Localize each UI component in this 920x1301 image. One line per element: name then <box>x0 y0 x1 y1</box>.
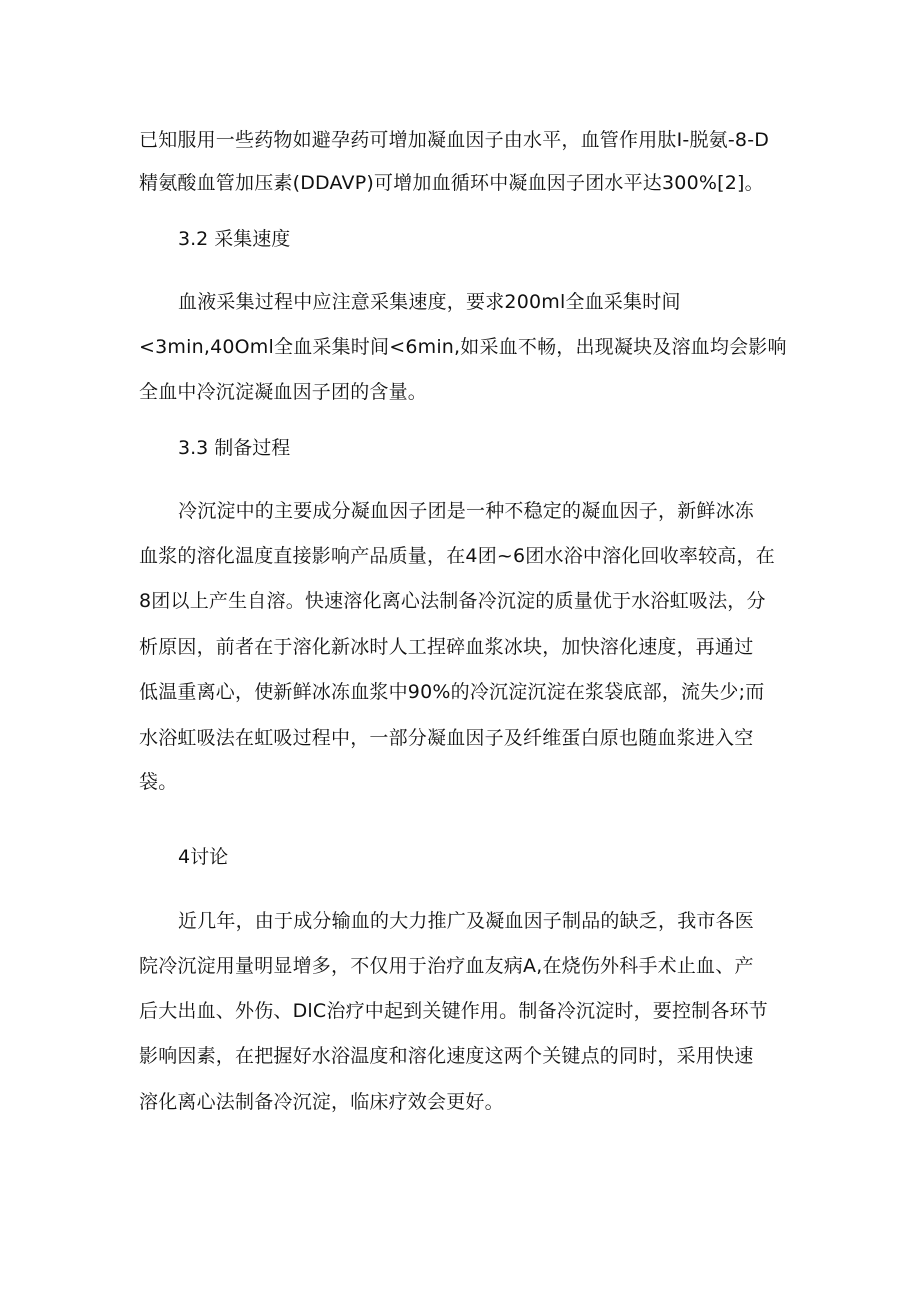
section-heading-3-2: 3.2 采集速度 <box>178 228 291 250</box>
section-heading-4: 4讨论 <box>178 846 229 868</box>
paragraph-4-line-2: 院冷沉淀用量明显增多，不仅用于治疗血友病A,在烧伤外科手术止血、产 <box>139 955 754 977</box>
paragraph-4-line-5: 溶化离心法制备冷沉淀，临床疗效会更好。 <box>139 1091 504 1113</box>
section-heading-3-3: 3.3 制备过程 <box>178 437 291 459</box>
paragraph-3-line-3: 8团以上产生自溶。快速溶化离心法制备冷沉淀的质量优于水浴虹吸法，分 <box>139 590 766 612</box>
paragraph-3-line-1: 冷沉淀中的主要成分凝血因子团是一种不稳定的凝血因子，新鲜冰冻 <box>178 500 755 522</box>
paragraph-3-line-7: 袋。 <box>139 771 178 793</box>
paragraph-2-line-1: 血液采集过程中应注意采集速度，要求200ml全血采集时间 <box>178 291 681 313</box>
paragraph-3-line-6: 水浴虹吸法在虹吸过程中，一部分凝血因子及纤维蛋白原也随血浆进入空 <box>139 727 754 749</box>
paragraph-1-line-2: 精氨酸血管加压素(DDAVP)可增加血循环中凝血因子团水平达300%[2]。 <box>139 172 764 194</box>
paragraph-4-line-4: 影响因素，在把握好水浴温度和溶化速度这两个关键点的同时，采用快速 <box>139 1045 754 1067</box>
paragraph-3-line-4: 析原因，前者在于溶化新冰时人工捏碎血浆冰块，加快溶化速度，再通过 <box>139 636 754 658</box>
paragraph-2-line-3: 全血中冷沉淀凝血因子团的含量。 <box>139 381 428 403</box>
paragraph-2-line-2: <3min,40Oml全血采集时间<6min,如采血不畅，出现凝块及溶血均会影响 <box>139 336 787 358</box>
paragraph-4-line-1: 近几年，由于成分输血的大力推广及凝血因子制品的缺乏，我市各医 <box>178 910 755 932</box>
paragraph-4-line-3: 后大出血、外伤、DlC治疗中起到关键作用。制备冷沉淀时，要控制各环节 <box>139 1000 768 1022</box>
paragraph-3-line-2: 血浆的溶化温度直接影响产品质量，在4团~6团水浴中溶化回收率较高，在 <box>139 545 775 567</box>
paragraph-1-line-1: 已知服用一些药物如避孕药可增加凝血因子由水平，血管作用肽I-脱氨-8-D <box>139 129 770 151</box>
paragraph-3-line-5: 低温重离心，使新鲜冰冻血浆中90%的冷沉淀沉淀在浆袋底部，流失少;而 <box>139 681 765 703</box>
